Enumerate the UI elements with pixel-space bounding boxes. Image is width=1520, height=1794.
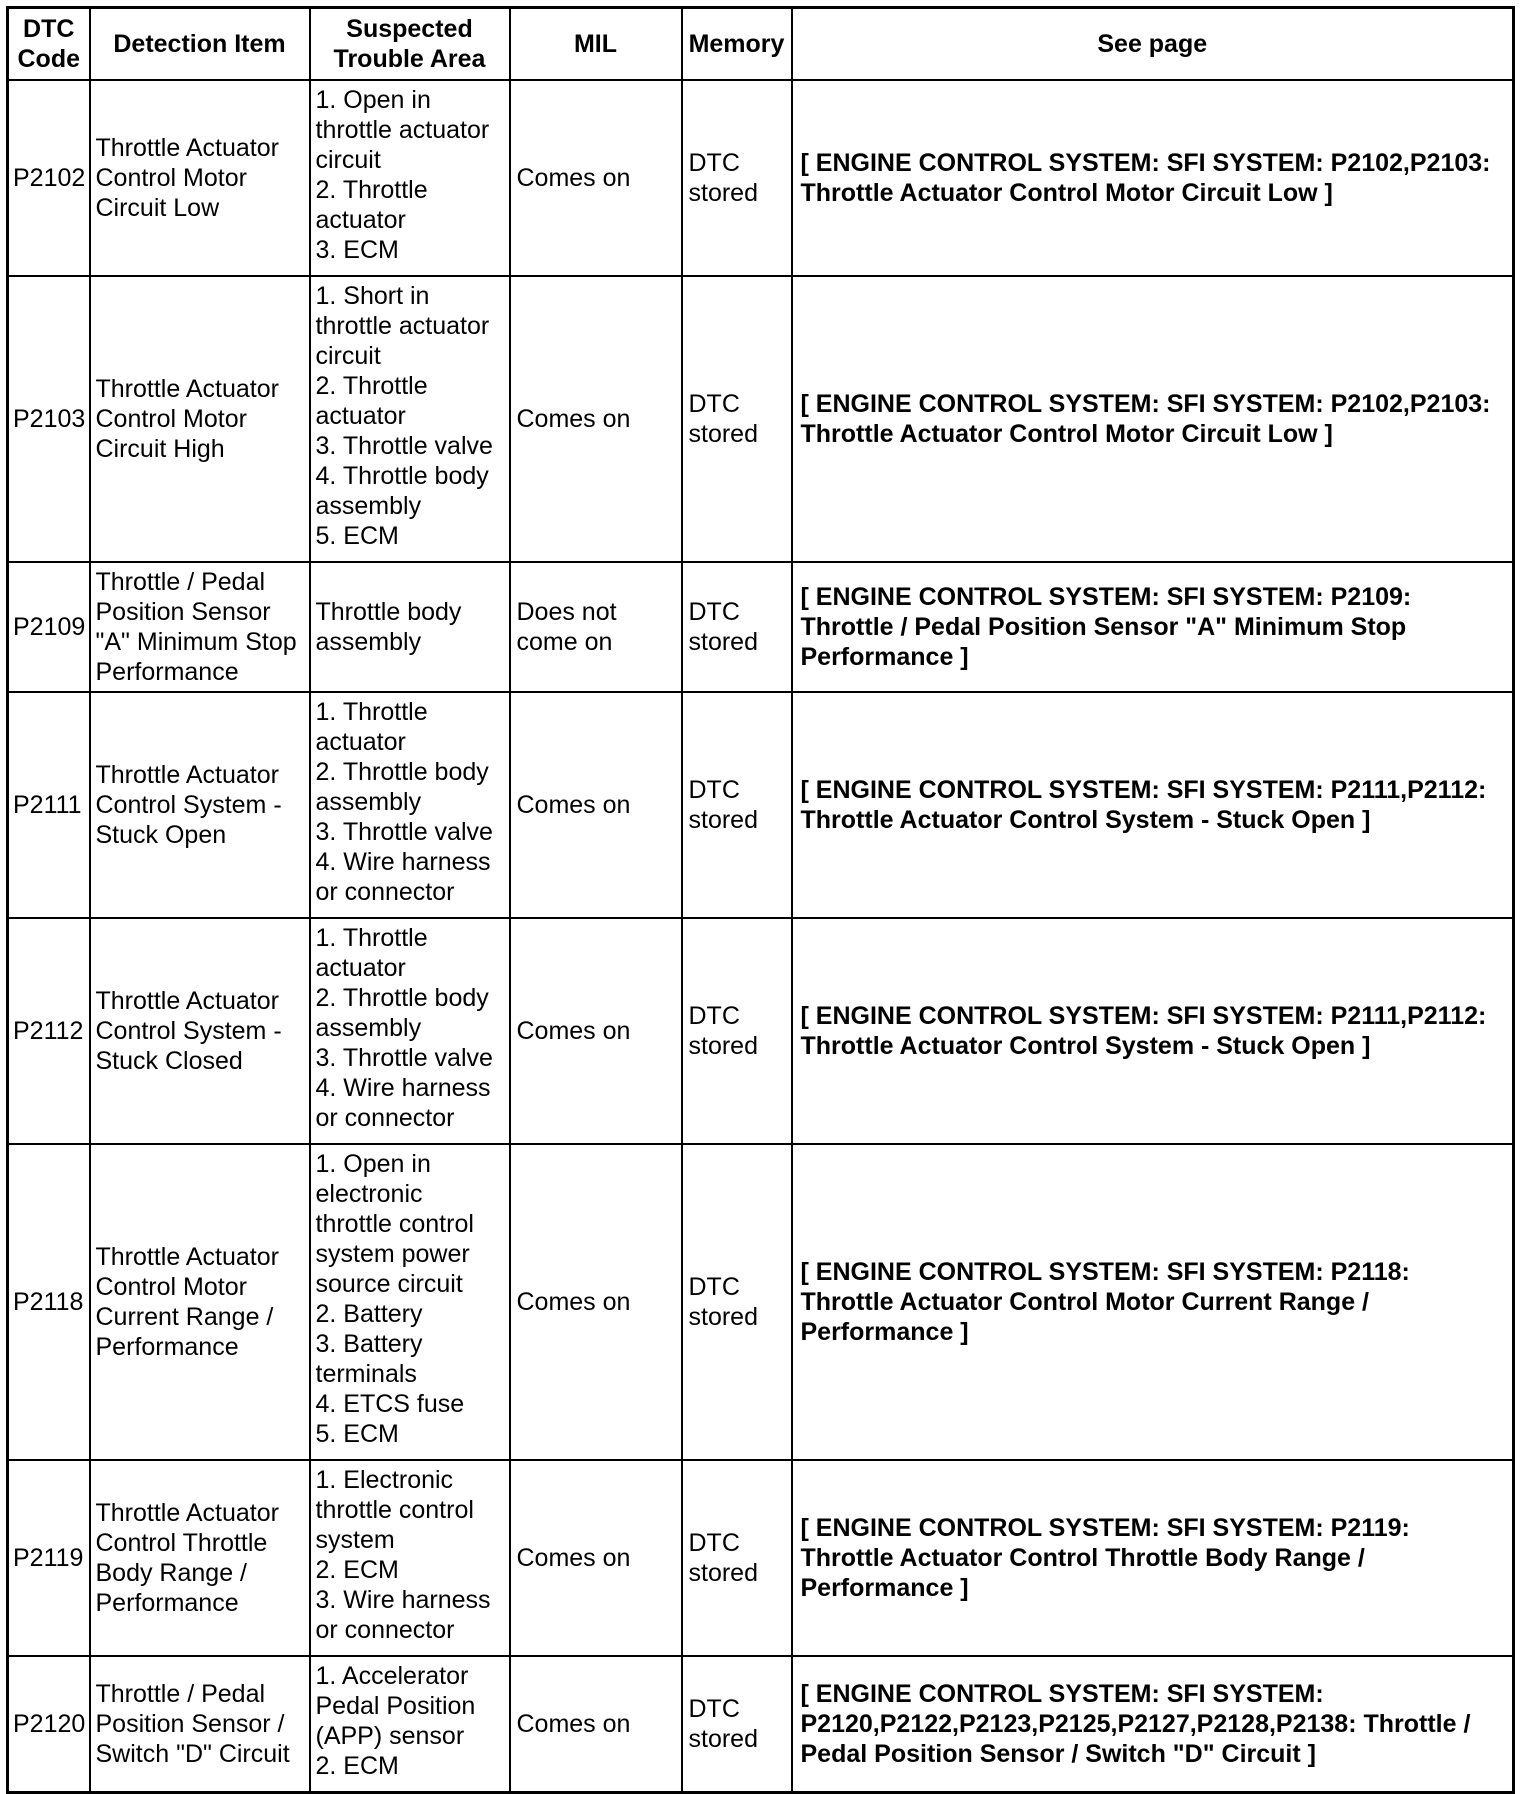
see-page-link[interactable]: [ ENGINE CONTROL SYSTEM: SFI SYSTEM: P2102,P2103: Throttle Actuator Control Motor Circuit Low ] (792, 80, 1514, 276)
memory-cell: DTC stored (682, 562, 792, 692)
dtc-code-cell: P2112 (8, 918, 90, 1144)
trouble-area-cell: 1. Throttle actuator 2. Throttle body assembly 3. Throttle valve 4. Wire harness or connector (310, 692, 510, 918)
table-row (8, 276, 1514, 562)
mil-cell: Comes on (510, 80, 682, 276)
header-detection-item: Detection Item (90, 8, 310, 81)
mil-cell: Comes on (510, 276, 682, 562)
header-memory: Memory (682, 8, 792, 81)
mil-cell: Does not come on (510, 562, 682, 692)
dtc-code-cell: P2109 (8, 562, 90, 692)
trouble-area-cell: 1. Short in throttle actuator circuit 2. Throttle actuator 3. Throttle valve 4. Throttle body assembly 5. ECM (310, 276, 510, 562)
see-page-link[interactable]: [ ENGINE CONTROL SYSTEM: SFI SYSTEM: P2109: Throttle / Pedal Position Sensor "A" Minimum Stop Performance ] (792, 562, 1514, 692)
see-page-link[interactable]: [ ENGINE CONTROL SYSTEM: SFI SYSTEM: P2111,P2112: Throttle Actuator Control System - Stuck Open ] (792, 918, 1514, 1144)
memory-cell: DTC stored (682, 1144, 792, 1460)
header-see-page: See page (792, 8, 1514, 81)
dtc-table (6, 6, 1515, 1794)
detection-item-cell: Throttle Actuator Control Motor Circuit High (90, 276, 310, 562)
detection-item-cell: Throttle Actuator Control Motor Circuit Low (90, 80, 310, 276)
table-row (8, 80, 1514, 276)
header-dtc-code: DTC Code (8, 8, 90, 81)
memory-cell: DTC stored (682, 276, 792, 562)
dtc-code-cell: P2103 (8, 276, 90, 562)
header-row (8, 8, 1514, 81)
mil-cell: Comes on (510, 918, 682, 1144)
see-page-link[interactable]: [ ENGINE CONTROL SYSTEM: SFI SYSTEM: P2102,P2103: Throttle Actuator Control Motor Circuit Low ] (792, 276, 1514, 562)
trouble-area-cell: 1. Accelerator Pedal Position (APP) sensor 2. ECM (310, 1656, 510, 1793)
see-page-link[interactable]: [ ENGINE CONTROL SYSTEM: SFI SYSTEM: P2120,P2122,P2123,P2125,P2127,P2128,P2138: Throttle / Pedal Position Sensor / Switch "D" Circuit ] (792, 1656, 1514, 1793)
table-row (8, 1460, 1514, 1656)
see-page-link[interactable]: [ ENGINE CONTROL SYSTEM: SFI SYSTEM: P2119: Throttle Actuator Control Throttle Body Range / Performance ] (792, 1460, 1514, 1656)
detection-item-cell: Throttle Actuator Control System - Stuck Closed (90, 918, 310, 1144)
mil-cell: Comes on (510, 1144, 682, 1460)
mil-cell: Comes on (510, 1460, 682, 1656)
detection-item-cell: Throttle Actuator Control Throttle Body Range / Performance (90, 1460, 310, 1656)
detection-item-cell: Throttle Actuator Control Motor Current Range / Performance (90, 1144, 310, 1460)
trouble-area-cell: 1. Open in electronic throttle control system power source circuit 2. Battery 3. Battery terminals 4. ETCS fuse 5. ECM (310, 1144, 510, 1460)
memory-cell: DTC stored (682, 692, 792, 918)
trouble-area-cell: Throttle body assembly (310, 562, 510, 692)
detection-item-cell: Throttle / Pedal Position Sensor / Switch "D" Circuit (90, 1656, 310, 1793)
trouble-area-cell: 1. Electronic throttle control system 2. ECM 3. Wire harness or connector (310, 1460, 510, 1656)
memory-cell: DTC stored (682, 1460, 792, 1656)
dtc-table-container (6, 6, 1515, 1794)
memory-cell: DTC stored (682, 1656, 792, 1793)
dtc-code-cell: P2102 (8, 80, 90, 276)
dtc-code-cell: P2120 (8, 1656, 90, 1793)
see-page-link[interactable]: [ ENGINE CONTROL SYSTEM: SFI SYSTEM: P2111,P2112: Throttle Actuator Control System - Stuck Open ] (792, 692, 1514, 918)
header-mil: MIL (510, 8, 682, 81)
dtc-code-cell: P2119 (8, 1460, 90, 1656)
table-row (8, 1656, 1514, 1793)
table-row (8, 918, 1514, 1144)
see-page-link[interactable]: [ ENGINE CONTROL SYSTEM: SFI SYSTEM: P2118: Throttle Actuator Control Motor Current Range / Performance ] (792, 1144, 1514, 1460)
trouble-area-cell: 1. Open in throttle actuator circuit 2. Throttle actuator 3. ECM (310, 80, 510, 276)
table-row (8, 692, 1514, 918)
table-row (8, 1144, 1514, 1460)
memory-cell: DTC stored (682, 80, 792, 276)
table-row (8, 562, 1514, 692)
memory-cell: DTC stored (682, 918, 792, 1144)
mil-cell: Comes on (510, 1656, 682, 1793)
trouble-area-cell: 1. Throttle actuator 2. Throttle body assembly 3. Throttle valve 4. Wire harness or connector (310, 918, 510, 1144)
header-suspected-trouble-area: Suspected Trouble Area (310, 8, 510, 81)
detection-item-cell: Throttle Actuator Control System - Stuck Open (90, 692, 310, 918)
detection-item-cell: Throttle / Pedal Position Sensor "A" Minimum Stop Performance (90, 562, 310, 692)
dtc-code-cell: P2111 (8, 692, 90, 918)
dtc-code-cell: P2118 (8, 1144, 90, 1460)
mil-cell: Comes on (510, 692, 682, 918)
